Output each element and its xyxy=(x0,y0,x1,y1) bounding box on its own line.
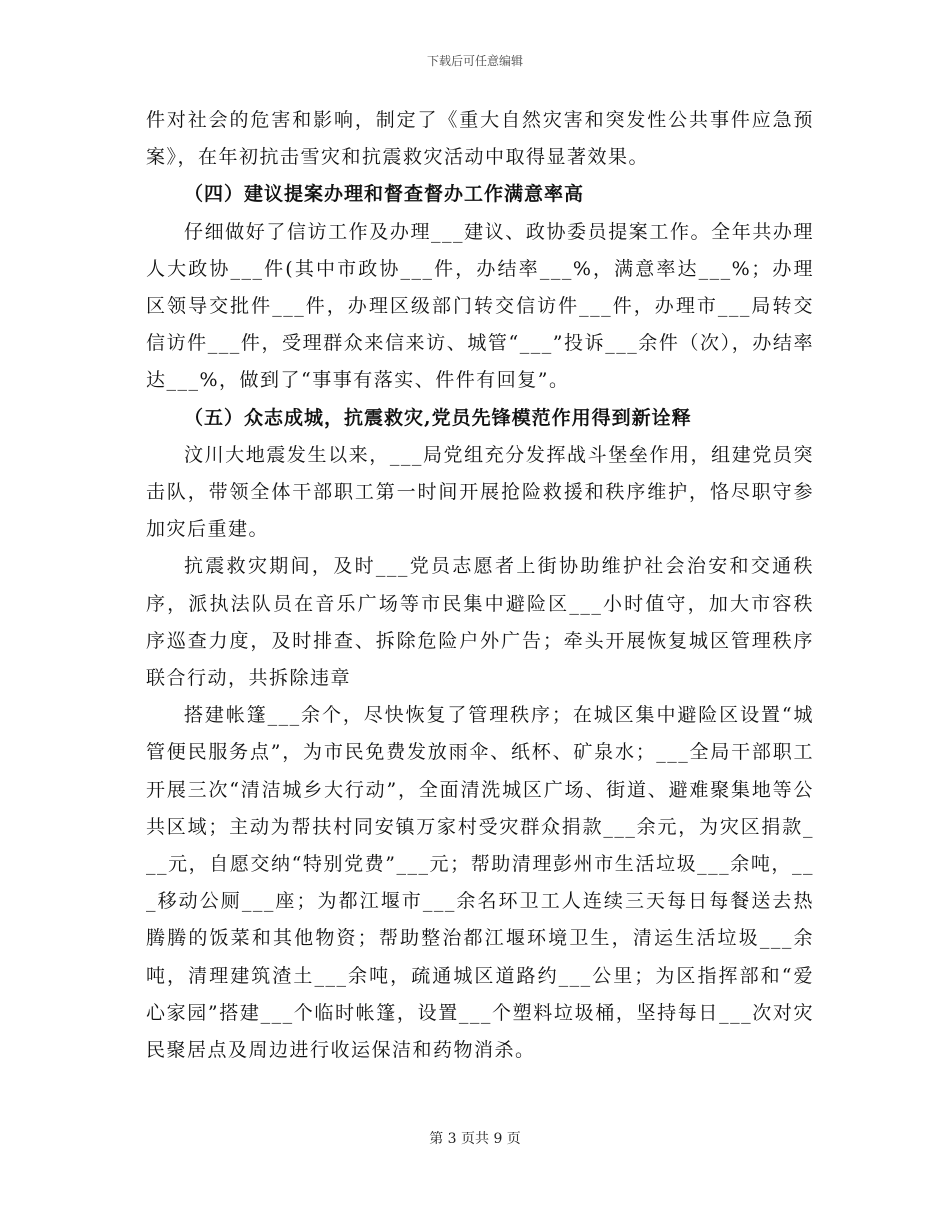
paragraph-intro-continuation: 件对社会的危害和影响，制定了《重大自然灾害和突发性公共事件应急预案》，在年初抗击雪灾和抗震救灾活动中取得显著效果。 xyxy=(146,109,814,169)
document-body xyxy=(146,102,814,1069)
section-heading-5: （五）众志成城，抗震救灾,党员先锋模范作用得到新诠释 xyxy=(184,406,692,429)
paragraph-relief-period: 抗震救灾期间，及时___党员志愿者上街协助维护社会治安和交通秩序，派执法队员在音乐广场等市民集中避险区___小时值守，加大市容秩序巡查力度，及时排查、拆除危险户外广告；牵头开展恢复城区管理秩序联合行动，共拆除违章 xyxy=(146,555,814,690)
paragraph-earthquake-response: 汶川大地震发生以来，___局党组充分发挥战斗堡垒作用，组建党员突击队，带领全体干部职工第一时间开展抢险救援和秩序维护，恪尽职守参加灾后重建。 xyxy=(146,443,814,541)
page-header: 下载后可任意编辑 xyxy=(426,54,523,68)
paragraph-relief-details: 搭建帐篷___余个，尽快恢复了管理秩序；在城区集中避险区设置“城管便民服务点”，为市民免费发放雨伞、纸杯、矿泉水；___全局干部职工开展三次“清洁城乡大行动”，全面清洗城区广场、街道、避难聚集地等公共区域；主动为帮扶村同安镇万家村受灾群众捐款___余元，为灾区捐款___元，自愿交纳“特别党费”___元；帮助清理彭州市生活垃圾___余吨，___移动公厕___座；为都江堰市___余名环卫工人连续三天每日每餐送去热腾腾的饭菜和其他物资；帮助整治都江堰环境卫生，清运生活垃圾___余吨，清理建筑渣土___余吨，疏通城区道路约___公里；为区指挥部和“爱心家园”搭建___个临时帐篷，设置___个塑料垃圾桶，坚持每日___次对灾民聚居点及周边进行收运保洁和药物消杀。 xyxy=(146,704,814,1062)
section-heading-4: （四）建议提案办理和督查督办工作满意率高 xyxy=(184,183,585,206)
paragraph-petition-work: 仔细做好了信访工作及办理___建议、政协委员提案工作。全年共办理人大政协___件(其中市政协___件，办结率___%，满意率达___%；办理区领导交批件___件，办理区级部门转交信访件___件，办理市___局转交信访件___件，受理群众来信来访、城管“___”投诉___余件（次），办结率达___%，做到了“事事有落实、件件有回复”。 xyxy=(146,220,814,392)
page-footer: 第 3 页共 9 页 xyxy=(429,1131,521,1147)
